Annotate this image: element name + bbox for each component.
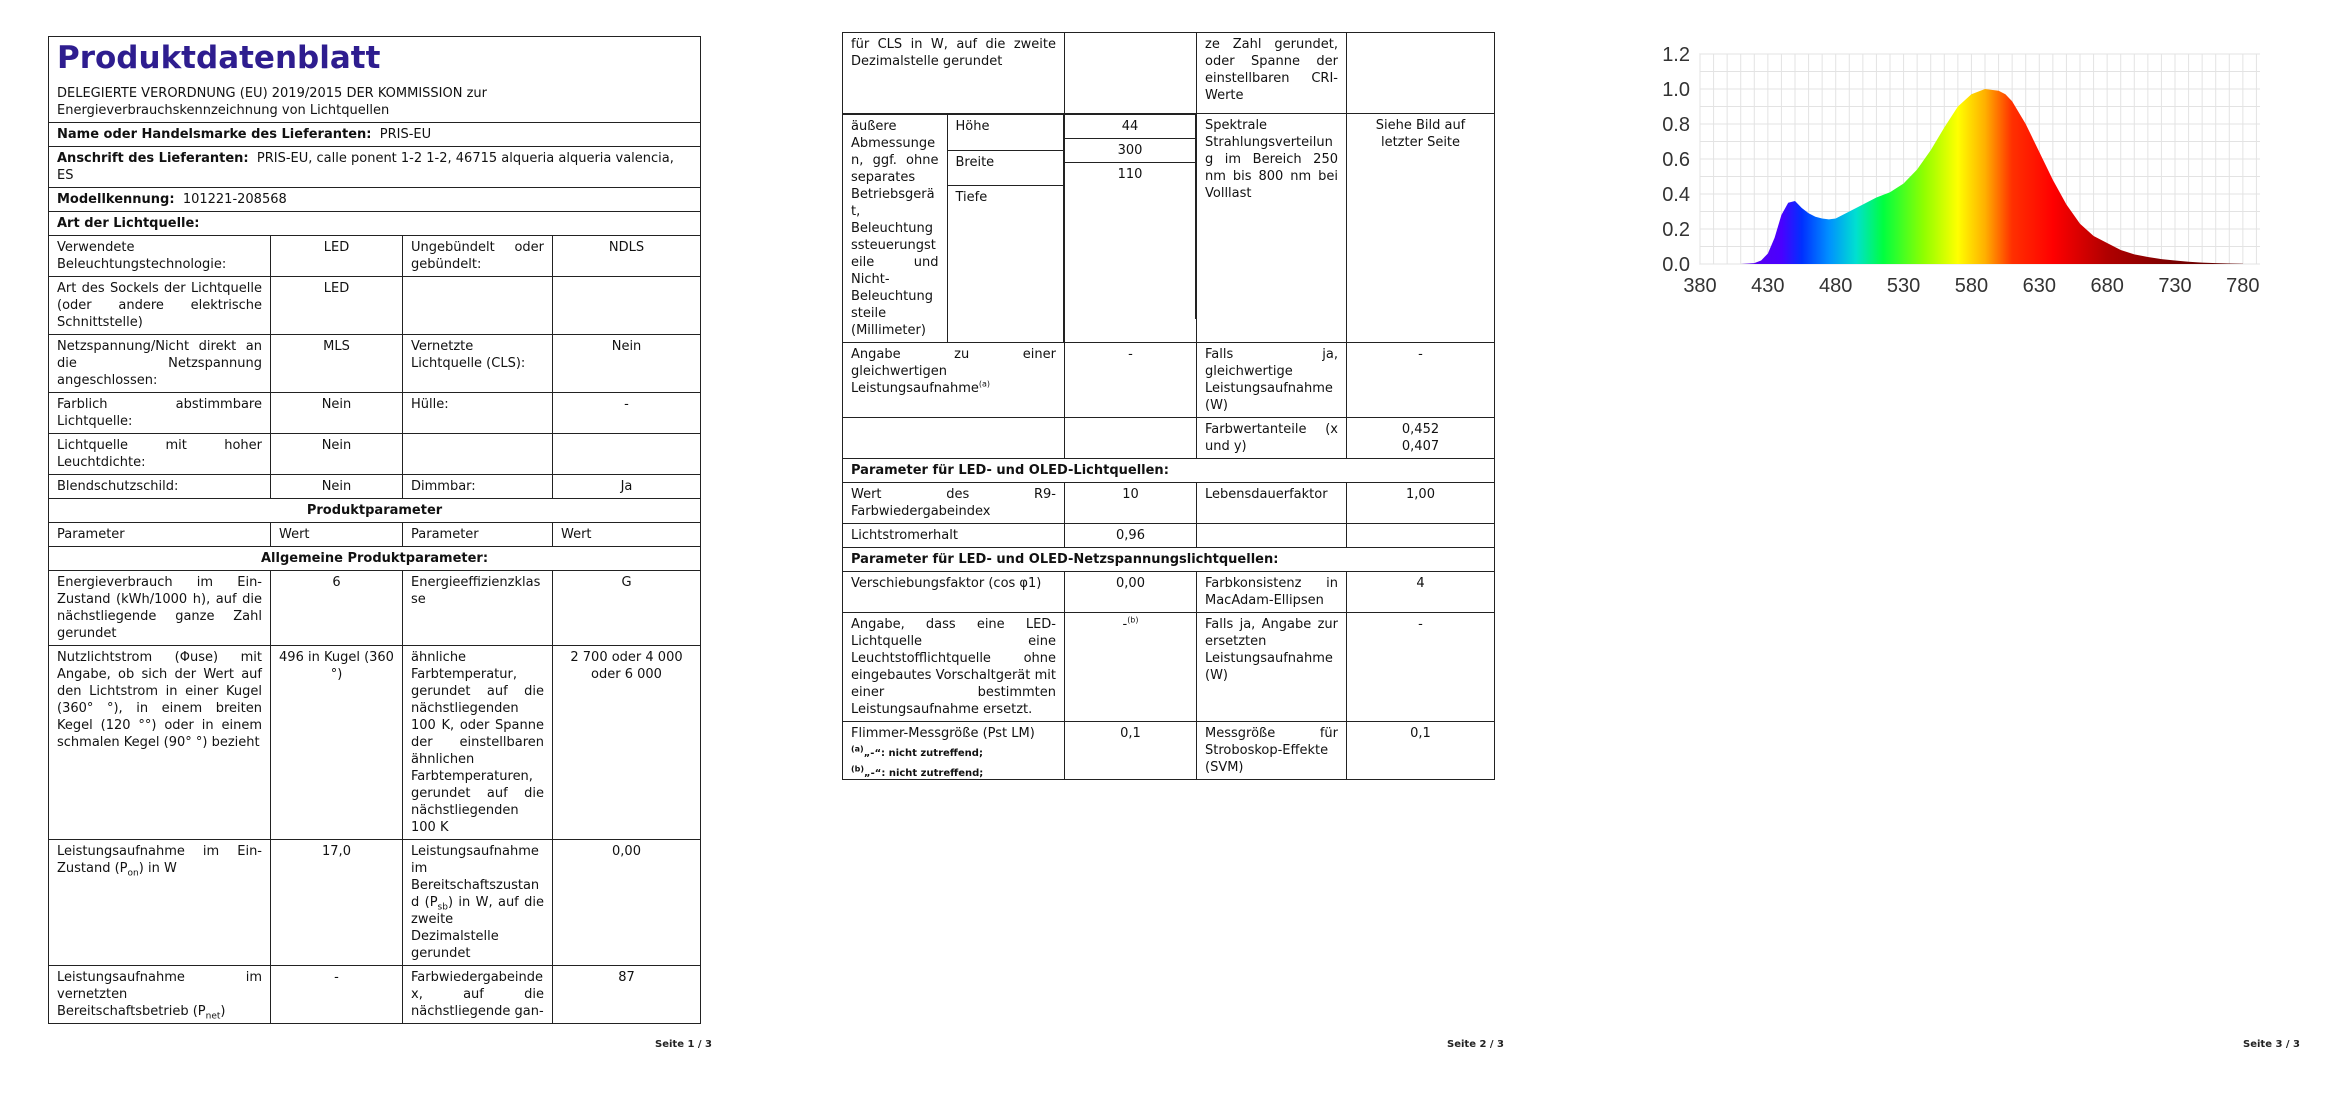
col-header-param-2: Parameter (403, 523, 553, 547)
equivalent-yes-label: Falls ja, gleichwertige Leistungsaufnahme (W) (1197, 343, 1347, 418)
model-label: Modellkennung: (57, 192, 175, 207)
glare-value: Nein (271, 475, 403, 499)
cri-value: 87 (553, 966, 701, 1024)
x-tick-label: 680 (2090, 275, 2124, 297)
cct-value: 2 700 oder 4 000 oder 6 000 (553, 646, 701, 840)
envelope-value: - (553, 393, 701, 434)
footnote-a: $^{(a)}$„-“: nicht zutreffend; (851, 744, 983, 759)
y-tick-label: 1.2 (1662, 44, 1690, 66)
energy-value: 6 (271, 571, 403, 646)
width-value: 300 (1065, 139, 1196, 163)
footnote-b: $^{(b)}$„-“: nicht zutreffend; (851, 764, 984, 779)
depth-label: Tiefe (947, 186, 1064, 343)
r9-label: Wert des R9-Farbwiedergabeindex (843, 483, 1065, 524)
flicker-label: Flimmer-Messgröße (Pst LM) (843, 722, 1065, 780)
flux-label: Nutzlichtstrom (Φuse) mit Angabe, ob sich der Wert auf den Lichtstrom in einer Kugel (360° °), in einem breiten Kegel (120 °°) oder in einem schmalen Kegel (90° °) bezieht (49, 646, 271, 840)
high-luminance-label: Lichtquelle mit hoher Leuchtdichte: (49, 434, 271, 475)
x-tick-label: 530 (1886, 275, 1921, 297)
page-title: Produktdatenblatt (57, 40, 381, 76)
chromaticity-label: Farbwertanteile (x und y) (1197, 418, 1347, 459)
bundled-value: NDLS (553, 236, 701, 277)
supplier-row (49, 123, 701, 147)
lifetime-label: Lebensdauerfaktor (1197, 483, 1347, 524)
energy-label: Energieverbrauch im Ein-Zustand (kWh/1000 h), auf die nächstliegende ganze Zahl gerundet (49, 571, 271, 646)
depth-value: 110 (1065, 163, 1196, 320)
equivalent-power-value: - (1065, 343, 1197, 418)
cri-continued: ze Zahl gerundet, oder Spanne der einstellbaren CRI-Werte (1197, 33, 1347, 114)
address-label: Anschrift des Lieferanten: (57, 151, 249, 166)
regulation-text: DELEGIERTE VERORDNUNG (EU) 2019/2015 DER KOMMISSION zur Energieverbrauchskennzeichnung von Lichtquellen (57, 86, 487, 118)
product-datasheet-table-2 (842, 32, 1495, 780)
spectral-label: Spektrale Strahlungsverteilung im Bereich 250 nm bis 800 nm bei Volllast (1197, 114, 1347, 343)
page-2 (790, 0, 1580, 1101)
efficiency-class-label: Energieeffizienzklasse (403, 571, 553, 646)
displacement-value: 0,00 (1065, 572, 1197, 613)
psb-value: 0,00 (553, 840, 701, 966)
mains-label: Netzspannung/Nicht direkt an die Netzspannung angeschlossen: (49, 335, 271, 393)
replaced-power-label: Falls ja, Angabe zur ersetzten Leistungsaufnahme (W) (1197, 613, 1347, 722)
macadam-value: 4 (1347, 572, 1495, 613)
spectral-distribution-chart (1580, 40, 2260, 320)
efficiency-class-value: G (553, 571, 701, 646)
equivalent-yes-value: - (1347, 343, 1495, 418)
stroboscopic-label: Messgröße für Stroboskop-Effekte (SVM) (1197, 722, 1347, 780)
equivalent-power-label: Angabe zu einer gleichwertigen Leistungsaufnahme$^{(a)}$ (843, 343, 1065, 418)
product-params-heading: Produktparameter (49, 499, 701, 523)
flicker-value: 0,1 (1065, 722, 1197, 780)
x-tick-label: 580 (1954, 275, 1989, 297)
page-number: Seite 3 / 3 (2243, 1039, 2300, 1050)
bundled-label: Ungebündelt oder gebündelt: (403, 236, 553, 277)
spectral-value: Siehe Bild auf letzter Seite (1347, 114, 1495, 343)
y-tick-label: 0.4 (1662, 184, 1690, 206)
replaced-power-value: - (1347, 613, 1495, 722)
supplier-label: Name oder Handelsmarke des Lieferanten: (57, 127, 372, 142)
led-params-heading: Parameter für LED- und OLED-Lichtquellen: (843, 459, 1495, 483)
stroboscopic-value: 0,1 (1347, 722, 1495, 780)
x-tick-label: 630 (2022, 275, 2056, 297)
displacement-label: Verschiebungsfaktor (cos φ1) (843, 572, 1065, 613)
x-tick-label: 430 (1751, 275, 1785, 297)
cls-value: Nein (553, 335, 701, 393)
height-value: 44 (1065, 115, 1196, 139)
socket-label: Art des Sockels der Lichtquelle (oder andere elektrische Schnittstelle) (49, 277, 271, 335)
y-tick-label: 0.6 (1662, 149, 1690, 171)
col-header-value: Wert (271, 523, 403, 547)
cls-standby-continued: für CLS in W, auf die zweite Dezimalstelle gerundet (843, 33, 1065, 114)
general-params-heading: Allgemeine Produktparameter: (49, 547, 701, 571)
cri-label: Farbwiedergabeindex, auf die nächstliegende gan- (403, 966, 553, 1024)
y-axis-ticks (1662, 44, 1690, 276)
pon-label: Leistungsaufnahme im Ein-Zustand $(P_{on})$ in W (49, 840, 271, 966)
macadam-label: Farbkonsistenz in MacAdam-Ellipsen (1197, 572, 1347, 613)
page-number: Seite 1 / 3 (655, 1039, 712, 1050)
y-tick-label: 1.0 (1662, 79, 1690, 101)
height-label: Höhe (947, 115, 1064, 151)
address-row (49, 147, 701, 188)
dimmable-label: Dimmbar: (403, 475, 553, 499)
glare-label: Blendschutzschild: (49, 475, 271, 499)
tech-label: Verwendete Beleuchtungstechnologie: (49, 236, 271, 277)
maintenance-label: Lichtstromerhalt (843, 524, 1065, 548)
pon-value: 17,0 (271, 840, 403, 966)
y-tick-label: 0.8 (1662, 114, 1690, 136)
fluorescent-replacement-label: Angabe, dass eine LED-Lichtquelle eine Leuchtstofflichtquelle ohne eingebautes Vorschaltgerät mit einer bestimmten Leistungsaufnahme ersetzt. (843, 613, 1065, 722)
socket-value: LED (271, 277, 403, 335)
light-type-heading: Art der Lichtquelle: (49, 212, 701, 236)
y-tick-label: 0.0 (1662, 254, 1690, 276)
x-axis-ticks (1683, 275, 2259, 297)
pnet-value: - (271, 966, 403, 1024)
psb-label: Leistungsaufnahme im Bereitschaftszustand $(P_{sb})$ in W, auf die zweite Dezimalstelle gerundet (403, 840, 553, 966)
mains-params-heading: Parameter für LED- und OLED-Netzspannungslichtquellen: (843, 548, 1495, 572)
model-row (49, 188, 701, 212)
maintenance-value: 0,96 (1065, 524, 1197, 548)
dimmable-value: Ja (553, 475, 701, 499)
high-luminance-value: Nein (271, 434, 403, 475)
color-tunable-value: Nein (271, 393, 403, 434)
address-value: PRIS-EU, calle ponent 1-2 1-2, 46715 alqueria alqueria valencia, ES (57, 151, 674, 183)
col-header-value-2: Wert (553, 523, 701, 547)
model-value: 101221-208568 (182, 192, 287, 207)
dimensions-values (1065, 114, 1197, 343)
tech-value: LED (271, 236, 403, 277)
width-label: Breite (947, 150, 1064, 186)
envelope-label: Hülle: (403, 393, 553, 434)
x-tick-label: 480 (1819, 275, 1853, 297)
supplier-value: PRIS-EU (379, 127, 432, 142)
x-tick-label: 780 (2226, 275, 2260, 297)
cls-label: Vernetzte Lichtquelle (CLS): (403, 335, 553, 393)
col-header-param: Parameter (49, 523, 271, 547)
pnet-label: Leistungsaufnahme im vernetzten Bereitschaftsbetrieb $(P_{net})$ (49, 966, 271, 1024)
dimensions-cell (843, 114, 1065, 343)
x-tick-label: 730 (2158, 275, 2192, 297)
cct-label: ähnliche Farbtemperatur, gerundet auf die nächstliegenden 100 K, oder Spanne der einstellbaren ähnlichen Farbtemperaturen, gerundet auf die nächstliegenden 100 K (403, 646, 553, 840)
dimensions-label: äußere Abmessungen, ggf. ohne separates Betriebsgerät, Beleuchtungssteuerungsteile und Nicht-Beleuchtungsteile (Millimeter) (843, 115, 947, 343)
page-3 (1580, 0, 2336, 1101)
flux-value: 496 in Kugel (360 °) (271, 646, 403, 840)
x-tick-label: 380 (1683, 275, 1717, 297)
y-tick-label: 0.2 (1662, 219, 1690, 241)
chromaticity-value: 0,452 0,407 (1347, 418, 1495, 459)
fluorescent-replacement-value: -$^{(b)}$ (1065, 613, 1197, 722)
page-1 (0, 0, 790, 1101)
color-tunable-label: Farblich abstimmbare Lichtquelle: (49, 393, 271, 434)
page-number: Seite 2 / 3 (1447, 1039, 1504, 1050)
mains-value: MLS (271, 335, 403, 393)
r9-value: 10 (1065, 483, 1197, 524)
lifetime-value: 1,00 (1347, 483, 1495, 524)
product-datasheet-table-1 (48, 36, 701, 1024)
